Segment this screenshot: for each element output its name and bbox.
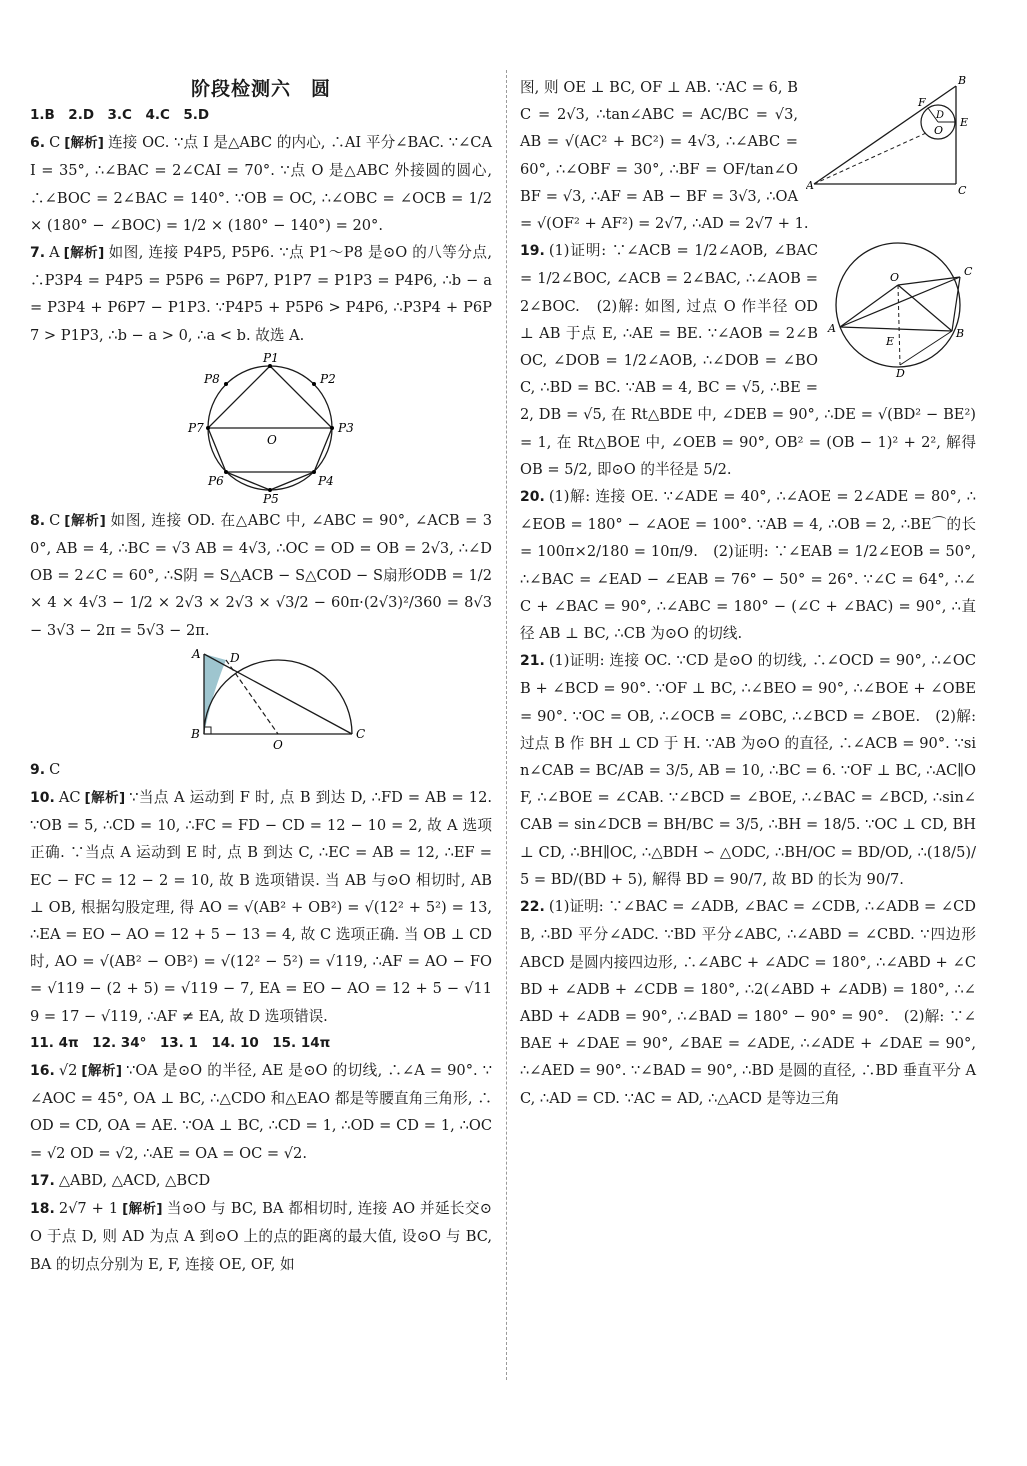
label-p7: P7 (188, 420, 204, 435)
page-title: 阶段检测六 圆 (190, 78, 331, 100)
point-p6 (224, 470, 228, 474)
point-p3 (330, 426, 334, 430)
label-d: D (230, 650, 240, 665)
point-p4 (312, 470, 316, 474)
tangent-circle-diagram (806, 74, 976, 194)
question-18-continued: 图, 则 OE ⊥ BC, OF ⊥ AB. ∵AC = 6, BC = 2√3, ∴tan∠ABC = AC/BC = √3, AB = √(AC² + BC²) = 4√3, ∴∠ABC = 60°, ∴∠OBF = 30°, ∴BF = OF/tan∠OBF = √3, ∴AF = AB − BF = 3√3, ∴OA = √(OF² + AF²) = 2√7, ∴AD = 2√7 + 1. (520, 79, 809, 233)
semicircle-arc (204, 660, 352, 734)
label-b: B (956, 327, 965, 341)
label-p8: P8 (204, 371, 220, 386)
label-f: F (918, 96, 926, 109)
point-p7 (206, 426, 210, 430)
question-6: 6. C [解析] 连接 OC. ∵点 I 是△ABC 的内心, ∴AI 平分∠BAC. ∵∠CAI = 35°, ∴∠BAC = 2∠CAI = 70°. ∵点 O 是△ABC 外接圆的圆心, ∴∠BOC = 2∠BAC = 140°. ∵OB = OC, ∴∠OBC = ∠OCB = 1/2 × (180° − ∠BOC) = 1/2 × (180° − 140°) = 20°. (30, 134, 493, 234)
label-b: B (958, 74, 967, 87)
question-9: 9. C (30, 760, 61, 778)
label-o: O (273, 737, 283, 752)
question-17: 17. △ABD, △ACD, △BCD (30, 1171, 211, 1189)
segment-od (898, 285, 900, 365)
label-d: D (896, 367, 905, 378)
label-p6: P6 (208, 473, 224, 488)
question-16: 16. √2 [解析] ∵OA 是⊙O 的半径, AE 是⊙O 的切线, ∴∠A = 90°. ∵∠AOC = 45°, OA ⊥ BC, ∴△CDO 和△EAO 都是等腰直角三角形, ∴OD = CD, OA = AE. ∵OA ⊥ BC, ∴CD = 1, ∴OD = CD = 1, ∴OC = √2 OD = √2, ∴AE = OA = OC = √2. (30, 1062, 492, 1162)
label-o: O (890, 271, 900, 285)
label-c: C (964, 265, 973, 279)
question-8: 8. C [解析] 如图, 连接 OD. 在△ABC 中, ∠ABC = 90°, ∠ACB = 30°, AB = 4, ∴BC = √3 AB = 4√3, ∴OC = OD = OB = 2√3, ∴∠DOB = 2∠C = 60°, ∴S阴 = S△ACB − S△COD − S扇形ODB = 1/2 × 4 × 4√3 − 1/2 × 2√3 × 2√3 × √3/2 − 60π·(2√3)²/360 = 8√3 − 3√3 − 2π = 5√3 − 2π. (30, 511, 492, 639)
segment-ab (840, 327, 952, 331)
chord-circle-diagram (826, 237, 976, 377)
label-p5: P5 (263, 491, 279, 503)
label-a: A (806, 179, 814, 192)
label-a: A (828, 322, 836, 336)
label-p2: P2 (320, 371, 336, 386)
semicircle-figure (30, 648, 492, 752)
question-18: 18. 2√7 + 1 [解析] 当⊙O 与 BC, BA 都相切时, 连接 AO 并延长交⊙O 于点 D, 则 AD 为点 A 到⊙O 上的点的距离的最大值, 设⊙O 与 BC, BA 的切点分别为 E, F, 连接 OE, OF, 如 (30, 1200, 492, 1273)
label-p4: P4 (318, 473, 334, 488)
question-20: 20. (1)解: 连接 OE. ∵∠ADE = 40°, ∴∠AOE = 2∠ADE = 80°, ∴∠EOB = 180° − ∠AOE = 100°. ∵AB = 4, ∴OB = 2, ∴BE⌒的长 = 100π×2/180 = 10π/9. (2)证明: ∵∠EAB = 1/2∠EOB = 50°, ∴∠BAC = ∠EAD − ∠EAB = 76° − 50° = 26°. ∵∠C = 64°, ∴∠C + ∠BAC = 90°, ∴∠ABC = 180° − (∠C + ∠BAC) = 90°, ∴直径 AB ⊥ BC, ∴CB 为⊙O 的切线. (520, 488, 976, 643)
label-e: E (886, 335, 895, 349)
label-c: C (958, 184, 967, 194)
octagon-circle-figure (30, 353, 492, 503)
question-19: O C A E B D 19. (1)证明: ∵∠ACB = 1/2∠AOB, ∠BAC = 1/2∠BOC, ∠ACB = 2∠BAC, ∴∠AOB = 2∠BOC. (2)解: 如图, 过点 O 作半径 OD ⊥ AB 于点 E, ∴AE = BE. ∵∠AOB = 2∠BOC, ∠DOB = 1/2∠AOB, ∴∠DOB = ∠BOC, ∴BD = BC. ∵AB = 4, BC = √5, ∴BE = 2, DB = √5, 在 Rt△BDE 中, ∠DEB = 90°, ∴DE = √(BD² − BE²) = 1, 在 Rt△BOE 中, ∠OEB = 90°, OB² = (OB − 1)² + 2², 解得 OB = 5/2, 即⊙O 的半径是 5/2. (520, 237, 976, 483)
label-a: A (192, 647, 201, 661)
label-b: B (191, 726, 200, 741)
questions-11-15: 11. 4π 12. 34° 13. 1 14. 10 15. 14π (30, 1034, 331, 1051)
segment-cb (952, 277, 960, 331)
question-7: 7. A [解析] 如图, 连接 P4P5, P5P6. ∵点 P1～P8 是⊙O 的八等分点, ∴P3P4 = P4P5 = P5P6 = P6P7, P1P7 = P1P3 = P4P6, ∴b − a = P3P4 + P6P7 − P1P3. ∵P4P5 + P5P6 > P4P6, ∴P3P4 + P6P7 > P1P3, ∴b − a > 0, ∴a < b. 故选 A. (30, 244, 492, 344)
question-10: 10. AC [解析] ∵当点 A 运动到 F 时, 点 B 到达 D, ∴FD = AB = 12. ∵OB = 5, ∴CD = 10, ∴FC = FD − CD = 12 − 10 = 2, 故 A 选项正确. ∵当点 A 运动到 E 时, 点 B 到达 C, ∴EC = AB = 12, ∴EF = EC − FC = 12 − 2 = 10, 故 B 选项错误. 当 AB 与⊙O 相切时, AB ⊥ OB, 根据勾股定理, 得 AO = √(AB² + OB²) = √(12² + 5²) = 13, ∴EA = EO − AO = 12 + 5 − 13 = 4, 故 C 选项正确. 当 OB ⊥ CD 时, AO = √(AB² − OB²) = √(12² − 5²) = √119, ∴AF = AO − FO = √119 − (2 + 5) = √119 − 7, EA = EO − AO = 12 + 5 − √119 = 17 − √119, ∴AF ≠ EA, 故 D 选项错误. (30, 789, 493, 1025)
semicircle-diagram (30, 648, 492, 752)
segment-od (226, 660, 278, 734)
quick-answers: 1.B 2.D 3.C 4.C 5.D (30, 107, 210, 123)
question-21: 21. (1)证明: 连接 OC. ∵CD 是⊙O 的切线, ∴∠OCD = 90°, ∴∠OCB + ∠BCD = 90°. ∵OF ⊥ BC, ∴∠BEO = 90°, ∴∠BOE + ∠OBE = 90°. ∵OC = OB, ∴∠OCB = ∠OBC, ∴∠BCD = ∠BOE. (2)解: 过点 B 作 BH ⊥ CD 于 H. ∵AB 为⊙O 的直径, ∴∠ACB = 90°. ∵sin∠CAB = BC/AB = 3/5, AB = 10, ∴BC = 6. ∵OF ⊥ BC, ∴AC∥OF, ∴∠BOE = ∠CAB. ∵∠BCD = ∠BOE, ∴∠BAC = ∠BCD, ∴sin∠CAB = sin∠DCB = BH/BC = 3/5, ∴BH = 18/5. ∵OC ⊥ CD, BH ⊥ CD, ∴BH∥OC, ∴△BDH ∽ △ODC, ∴BH/OC = BD/OD, ∴(18/5)/5 = BD/(BD + 5), 解得 BD = 90/7, 故 BD 的长为 90/7. (520, 652, 976, 888)
column-divider (506, 70, 507, 1380)
segment-ac (204, 654, 352, 734)
octagon-circle-diagram (30, 353, 492, 503)
point-p8 (224, 382, 228, 386)
circle-o (836, 243, 960, 367)
right-column (520, 74, 976, 1112)
label-d: D (936, 110, 945, 121)
label-e: E (960, 116, 969, 129)
label-p1: P1 (263, 352, 279, 365)
point-p2 (312, 382, 316, 386)
label-o: O (267, 432, 277, 447)
left-column (30, 102, 492, 1278)
label-o: O (934, 124, 944, 137)
label-p3: P3 (338, 420, 354, 435)
label-c: C (356, 726, 366, 741)
question-22: 22. (1)证明: ∵∠BAC = ∠ADB, ∠BAC = ∠CDB, ∴∠ADB = ∠CDB, ∴BD 平分∠ADC. ∵BD 平分∠ABC, ∴∠ABD = ∠CBD. ∵四边形 ABCD 是圆内接四边形, ∴∠ABC + ∠ADC = 180°, ∴∠ABD + ∠CBD + ∠ADB + ∠CDB = 180°, ∴2(∠ABD + ∠ADB) = 180°, ∴∠ABD + ∠ADB = 90°, ∴∠BAD = 180° − 90° = 90°. (2)解: ∵∠BAE + ∠DAE = 90°, ∠BAE = ∠ADE, ∴∠ADE + ∠DAE = 90°, ∴∠AED = 90°. ∵∠BAD = 90°, ∴BD 是圆的直径, ∴BD 垂直平分 AC, ∴AD = CD. ∵AC = AD, ∴△ACD 是等边三角 (520, 898, 976, 1107)
segment-ad (814, 133, 926, 184)
